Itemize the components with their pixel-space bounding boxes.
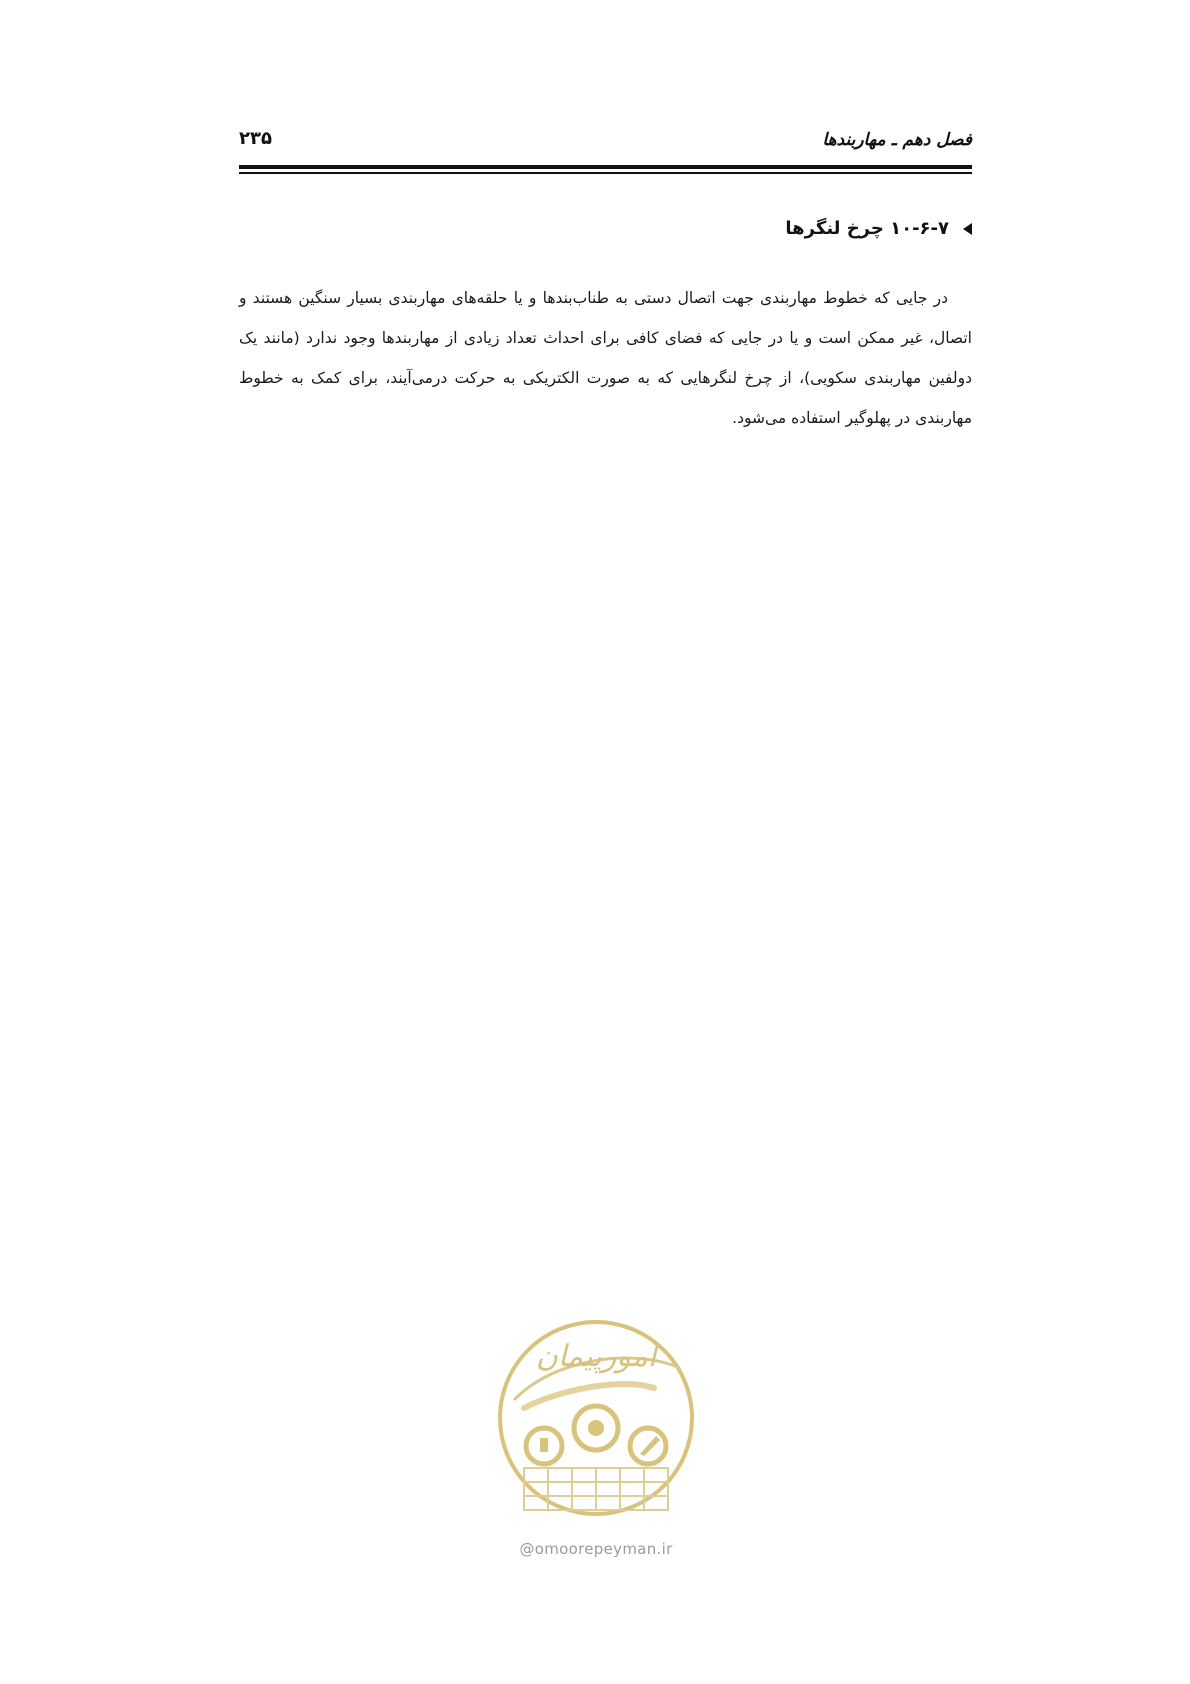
- watermark-logo-icon: [484, 1318, 708, 1538]
- chapter-title: فصل دهم ـ مهاربندها: [822, 130, 972, 150]
- watermark: [484, 1318, 708, 1574]
- triangle-bullet-icon: [963, 223, 972, 235]
- at-icon: @: [519, 1540, 535, 1558]
- page-number: ۲۳۵: [239, 128, 272, 149]
- header-rule-thin: [239, 172, 972, 174]
- section-heading: [785, 218, 972, 239]
- watermark-logo-text: امورپیمان: [535, 1339, 657, 1374]
- body-paragraph: در جایی که خطوط مهاربندی جهت اتصال دستی به طناب‌بندها و یا حلقه‌های مهاربندی بسیار سنگین هستند و اتصال، غیر ممکن است و یا در جایی که فضای کافی برای احداث تعداد زیادی از مهاربندها وجود ندارد (مانند یک دولفین مهاربندی سکویی)، از چرخ لنگرهایی که به صورت الکتریکی به حرکت درمی‌آیند، برای کمک به خطوط مهاربندی در پهلوگیر استفاده می‌شود.: [239, 288, 972, 427]
- header-rule-thick: [239, 165, 972, 169]
- section-heading-text: ۱۰-۶-۷ چرخ لنگرها: [785, 218, 949, 239]
- watermark-url: [484, 1540, 708, 1558]
- watermark-url-text: omoorepeyman.ir: [534, 1540, 673, 1558]
- running-header: [239, 125, 972, 159]
